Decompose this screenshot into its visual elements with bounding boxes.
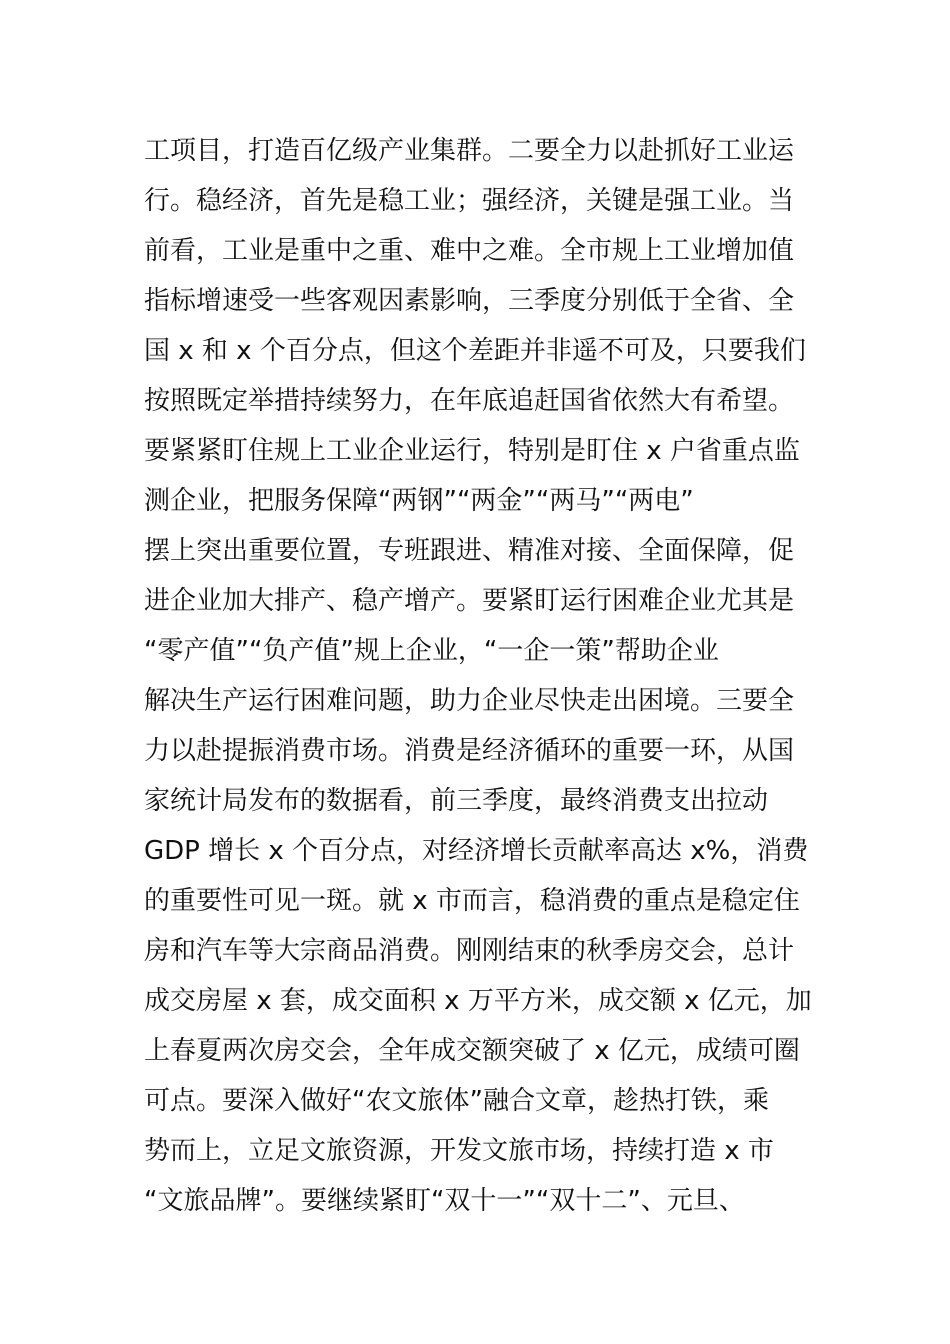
text-line-7: 要紧紧盯住规上工业企业运行，特别是盯住 x 户省重点监 <box>144 436 800 466</box>
text-line-21: 势而上，立足文旅资源，开发文旅市场，持续打造 x 市 <box>144 1136 774 1166</box>
text-line-12: 解决生产运行困难问题，助力企业尽快走出困境。三要全 <box>144 686 795 716</box>
text-line-1: 工项目，打造百亿级产业集群。二要全力以赴抓好工业运 <box>144 136 795 166</box>
text-line-6: 按照既定举措持续努力，在年底追赶国省依然大有希望。 <box>144 386 795 416</box>
text-line-4: 指标增速受一些客观因素影响，三季度分别低于全省、全 <box>144 286 795 316</box>
text-line-8: 测企业，把服务保障“两钢”“两金”“两马”“两电” <box>144 486 694 516</box>
text-line-3: 前看，工业是重中之重、难中之难。全市规上工业增加值 <box>144 236 795 266</box>
text-line-11: “零产值”“负产值”规上企业，“一企一策”帮助企业 <box>144 636 719 666</box>
text-line-19: 上春夏两次房交会，全年成交额突破了 x 亿元，成绩可圈 <box>144 1036 800 1066</box>
text-line-20: 可点。要深入做好“农文旅体”融合文章，趁热打铁，乘 <box>144 1086 769 1116</box>
text-line-9: 摆上突出重要位置，专班跟进、精准对接、全面保障，促 <box>144 536 795 566</box>
text-line-2: 行。稳经济，首先是稳工业；强经济，关键是强工业。当 <box>144 186 795 216</box>
body-text <box>144 126 812 1226</box>
text-line-17: 房和汽车等大宗商品消费。刚刚结束的秋季房交会，总计 <box>144 936 795 966</box>
text-line-22: “文旅品牌”。要继续紧盯“双十一”“双十二”、元旦、 <box>144 1186 745 1216</box>
text-line-14: 家统计局发布的数据看，前三季度，最终消费支出拉动 <box>144 786 769 816</box>
text-line-13: 力以赴提振消费市场。消费是经济循环的重要一环，从国 <box>144 736 795 766</box>
text-line-15: GDP 增长 x 个百分点，对经济增长贡献率高达 x%，消费 <box>144 836 809 866</box>
text-line-10: 进企业加大排产、稳产增产。要紧盯运行困难企业尤其是 <box>144 586 795 616</box>
text-line-5: 国 x 和 x 个百分点，但这个差距并非遥不可及，只要我们 <box>144 336 806 366</box>
text-line-18: 成交房屋 x 套，成交面积 x 万平方米，成交额 x 亿元，加 <box>144 986 812 1016</box>
text-line-16: 的重要性可见一斑。就 x 市而言，稳消费的重点是稳定住 <box>144 886 800 916</box>
